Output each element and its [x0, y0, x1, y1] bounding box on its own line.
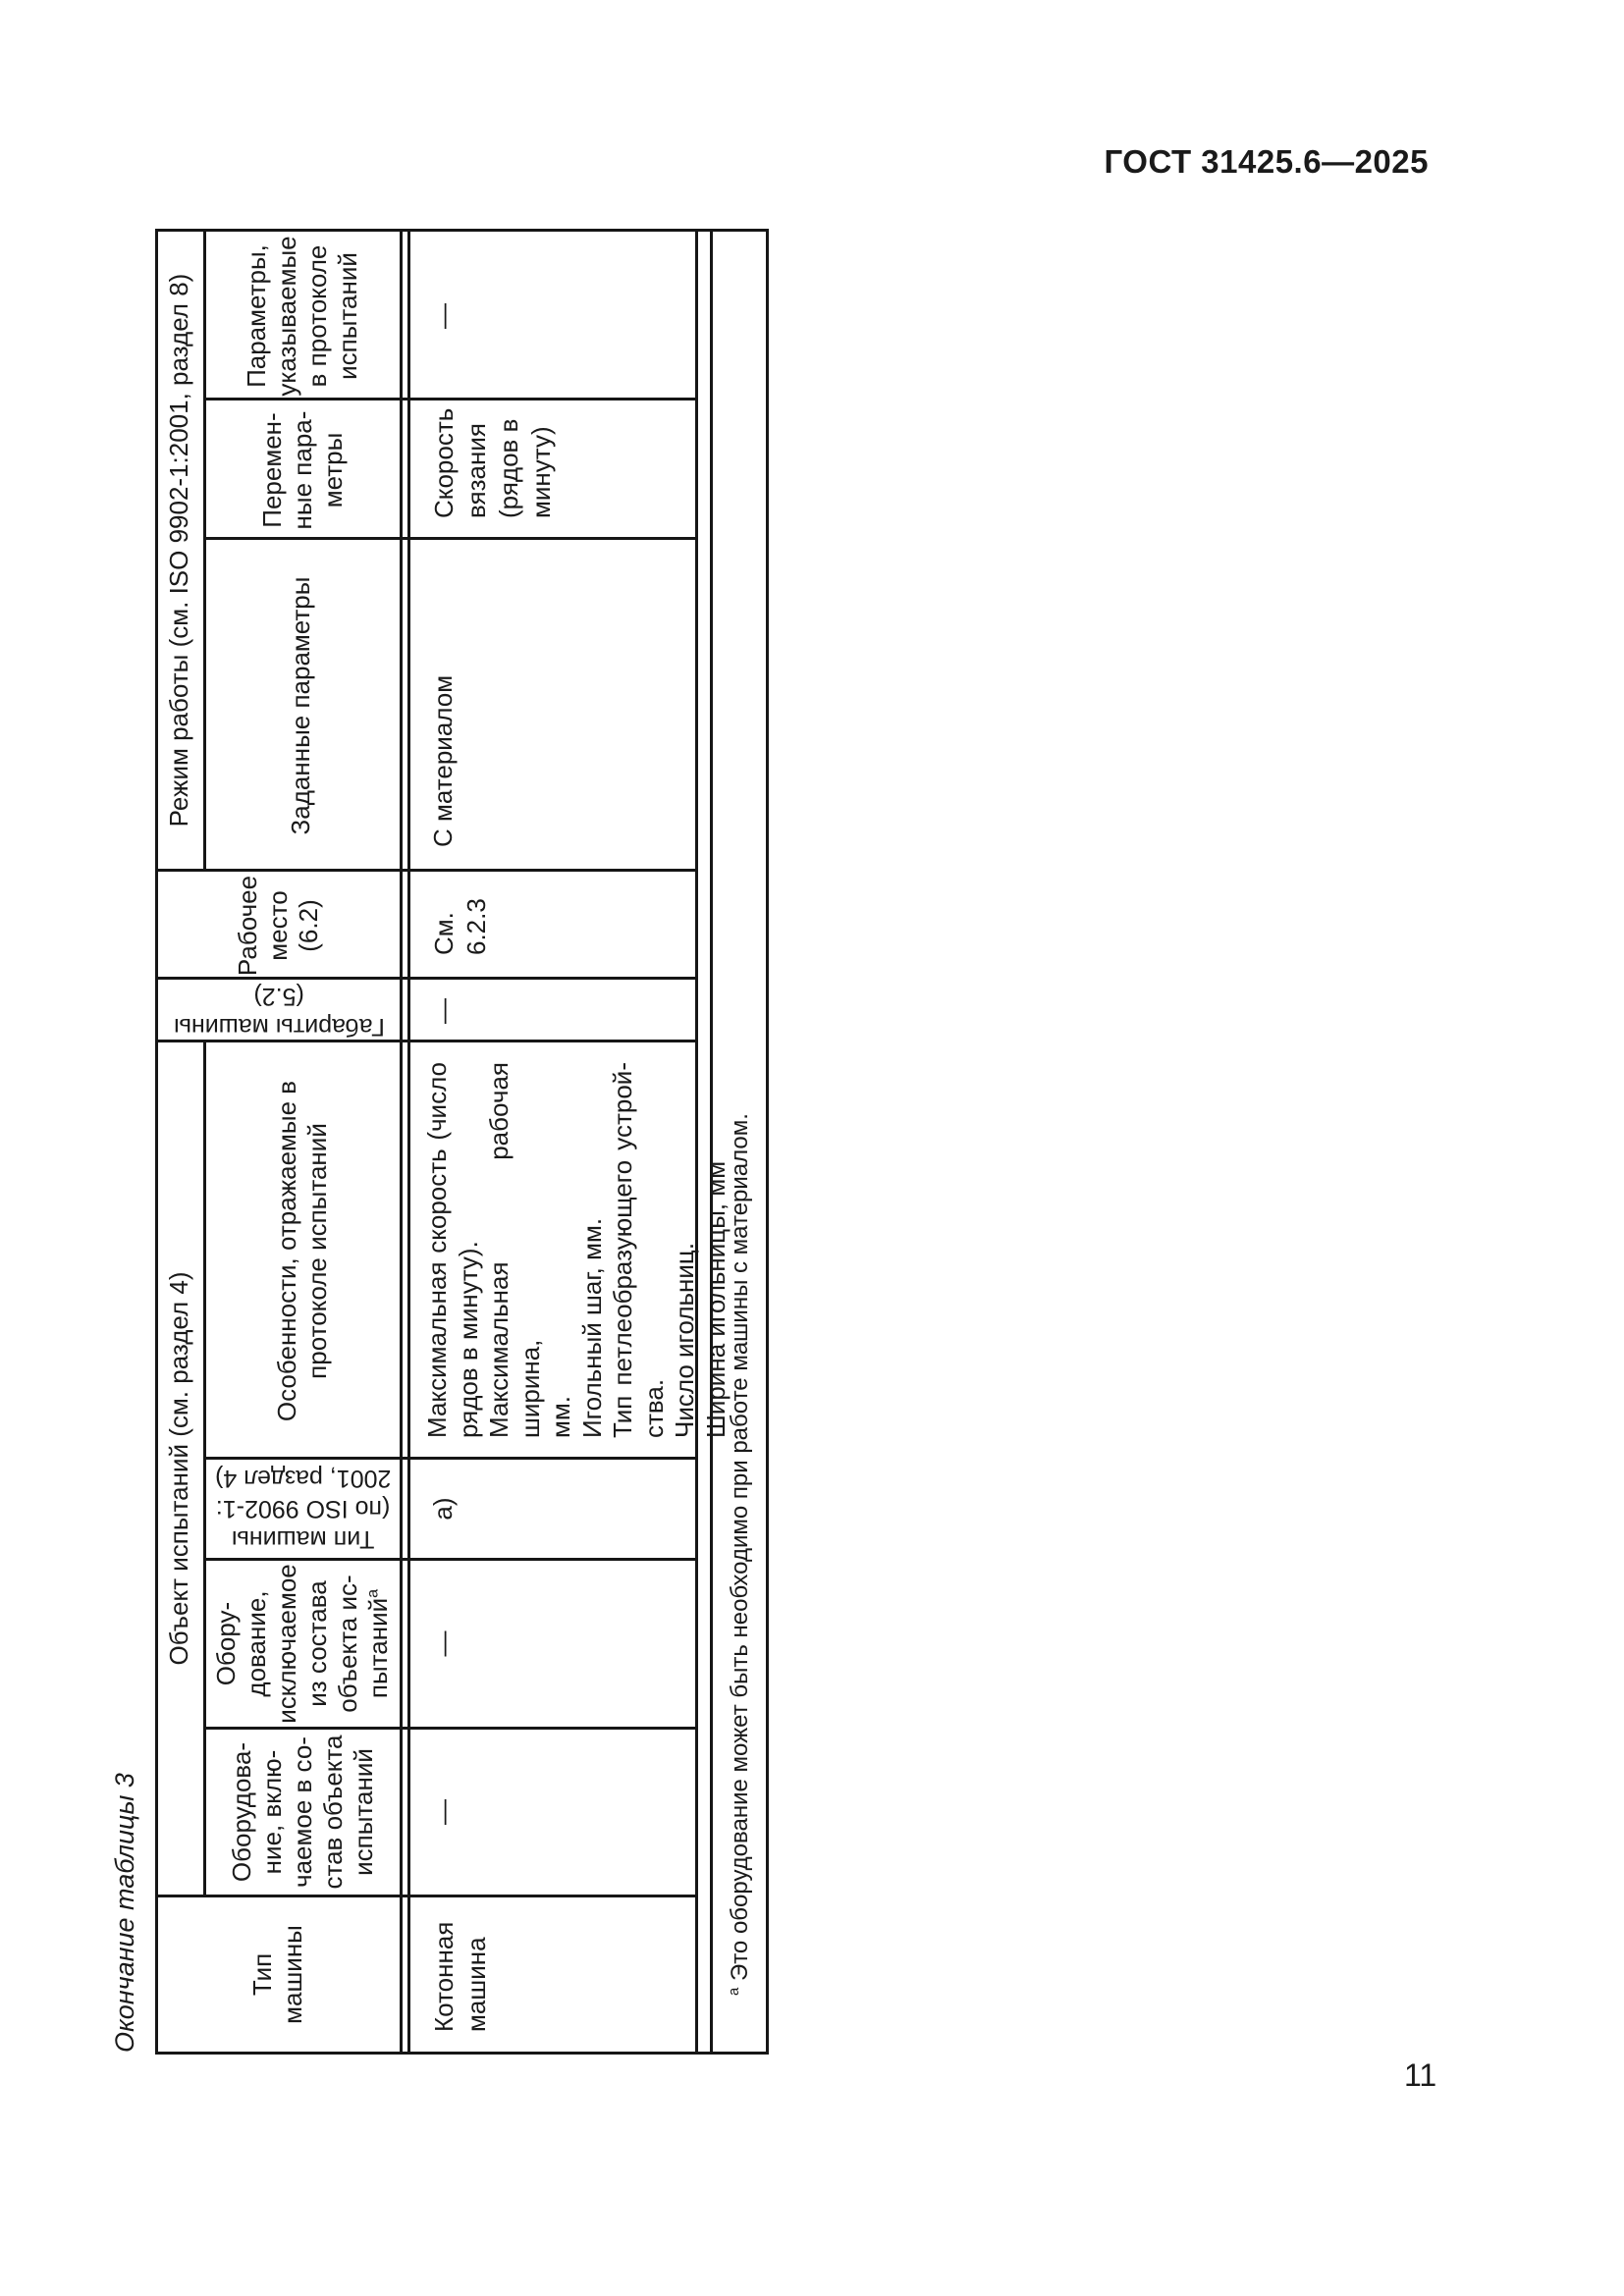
header-line: протоколе испытаний	[302, 1123, 332, 1379]
data-variable-params	[428, 403, 558, 518]
header-line: Перемен-	[257, 412, 287, 528]
header-line: Параметры,	[242, 244, 271, 388]
col-header-dimensions	[158, 983, 400, 1040]
table-caption: Окончание таблицы 3	[110, 1773, 139, 2053]
header-line: в протоколе	[302, 244, 332, 388]
vertical-text	[174, 981, 385, 1041]
col-header-equipment-included	[227, 1730, 379, 1895]
col-header-variable-params	[257, 403, 349, 537]
header-line: чаемое в со-	[288, 1736, 317, 1888]
header-line: испытаний	[349, 1748, 378, 1876]
data-equipment-included: —	[428, 1799, 458, 1825]
data-equipment-excluded: —	[428, 1630, 458, 1657]
data-line: 6.2.3	[461, 898, 491, 955]
header-line: место	[263, 890, 293, 961]
header-line: став объекта	[318, 1735, 348, 1890]
header-line	[363, 1561, 394, 1727]
rotated-table-block	[110, 229, 769, 2055]
header-line: исключаемое	[272, 1564, 301, 1724]
header-line: объекта ис-	[333, 1575, 362, 1713]
header-line: указываемые	[272, 236, 301, 397]
data-workplace	[428, 875, 493, 955]
group-header-test-object: Объект испытаний (см. раздел 4)	[164, 1271, 193, 1666]
data-line: (рядов в	[494, 418, 523, 518]
grid-line	[203, 229, 206, 872]
data-dimensions: —	[428, 998, 458, 1024]
col-header-features	[272, 1045, 333, 1457]
data-line: Котонная	[429, 1921, 459, 2032]
data-machine-type	[428, 1900, 493, 2032]
grid-line	[203, 398, 698, 400]
document-code: ГОСТ 31425.6—2025	[1104, 143, 1429, 180]
header-line: машины	[278, 1925, 307, 2024]
footnote-text: Это оборудование может быть необходимо при работе машины с материалом.	[727, 1113, 753, 1982]
data-line: рядов в минуту).	[453, 1241, 483, 1438]
data-line: Ширина игольницы, мм	[700, 1160, 731, 1438]
header-line: Рабочее	[233, 875, 262, 977]
data-line: Игольный шаг, мм.	[576, 1217, 607, 1438]
header-line: 2001, раздел 4)	[214, 1465, 392, 1493]
grid-line	[766, 229, 769, 2055]
header-line-text: пытаний	[363, 1597, 393, 1699]
grid-line	[155, 2052, 769, 2055]
header-line: Тип	[247, 1952, 277, 1997]
data-line: мм.	[546, 1396, 575, 1438]
header-line: Оборудова-	[227, 1741, 256, 1883]
table-footnote	[726, 278, 755, 1996]
data-line: Скорость	[429, 407, 459, 518]
header-line: испытаний	[333, 252, 362, 380]
data-line: См.	[429, 912, 459, 955]
data-set-params: С материалом	[428, 674, 458, 847]
header-line: (5.2)	[253, 983, 304, 1010]
vertical-text	[215, 1464, 391, 1555]
data-machine-type-iso: а)	[428, 1497, 458, 1521]
header-line: ные пара-	[288, 410, 317, 530]
grid-line	[155, 977, 698, 980]
footnote-marker: а	[363, 1588, 382, 1598]
data-line: машина	[461, 1937, 491, 2032]
col-header-machine-type-iso	[206, 1460, 400, 1558]
header-line: метры	[318, 432, 348, 508]
header-line: дование,	[242, 1590, 271, 1697]
data-line: ства.	[638, 1378, 669, 1438]
page-number: 11	[1404, 2057, 1437, 2093]
header-line: ние, вклю-	[257, 1749, 287, 1875]
header-line: Габариты машины	[173, 1013, 385, 1041]
group-header-operating-mode: Режим работы (см. ISO 9902-1:2001, раздел 8)	[164, 273, 193, 828]
col-header-set-params: Заданные параметры	[286, 576, 315, 835]
col-header-machine-type	[247, 1897, 308, 2052]
data-line: Число игольниц.	[670, 1242, 699, 1438]
test-parameters-table	[155, 229, 769, 2055]
header-line: (6.2)	[294, 899, 323, 952]
col-header-report-params	[242, 235, 363, 398]
header-line: Обору-	[211, 1601, 241, 1686]
grid-line	[407, 229, 410, 2055]
header-line: из состава	[302, 1580, 332, 1707]
header-line: Особенности, отражаемые в	[272, 1080, 301, 1422]
data-line: Максимальная рабочая ширина,	[484, 1062, 545, 1438]
col-header-workplace	[233, 875, 324, 977]
grid-line	[203, 537, 698, 540]
data-line: Тип петлеобразующего устрой-	[608, 1062, 637, 1438]
data-report-params: —	[428, 303, 458, 329]
grid-line	[155, 1895, 698, 1897]
header-line: Тип машины	[231, 1525, 375, 1554]
header-line: (по ISO 9902-1:	[215, 1495, 391, 1523]
data-line: минуту)	[526, 426, 556, 518]
grid-line	[155, 869, 698, 872]
data-line: вязания	[461, 423, 491, 518]
data-features	[422, 1062, 731, 1438]
footnote-marker: а	[727, 1987, 742, 1996]
col-header-equipment-excluded	[211, 1561, 394, 1727]
grid-line	[400, 229, 403, 2055]
grid-line	[155, 229, 158, 2055]
grid-line	[155, 229, 769, 232]
data-line: Максимальная скорость (число	[422, 1062, 452, 1438]
